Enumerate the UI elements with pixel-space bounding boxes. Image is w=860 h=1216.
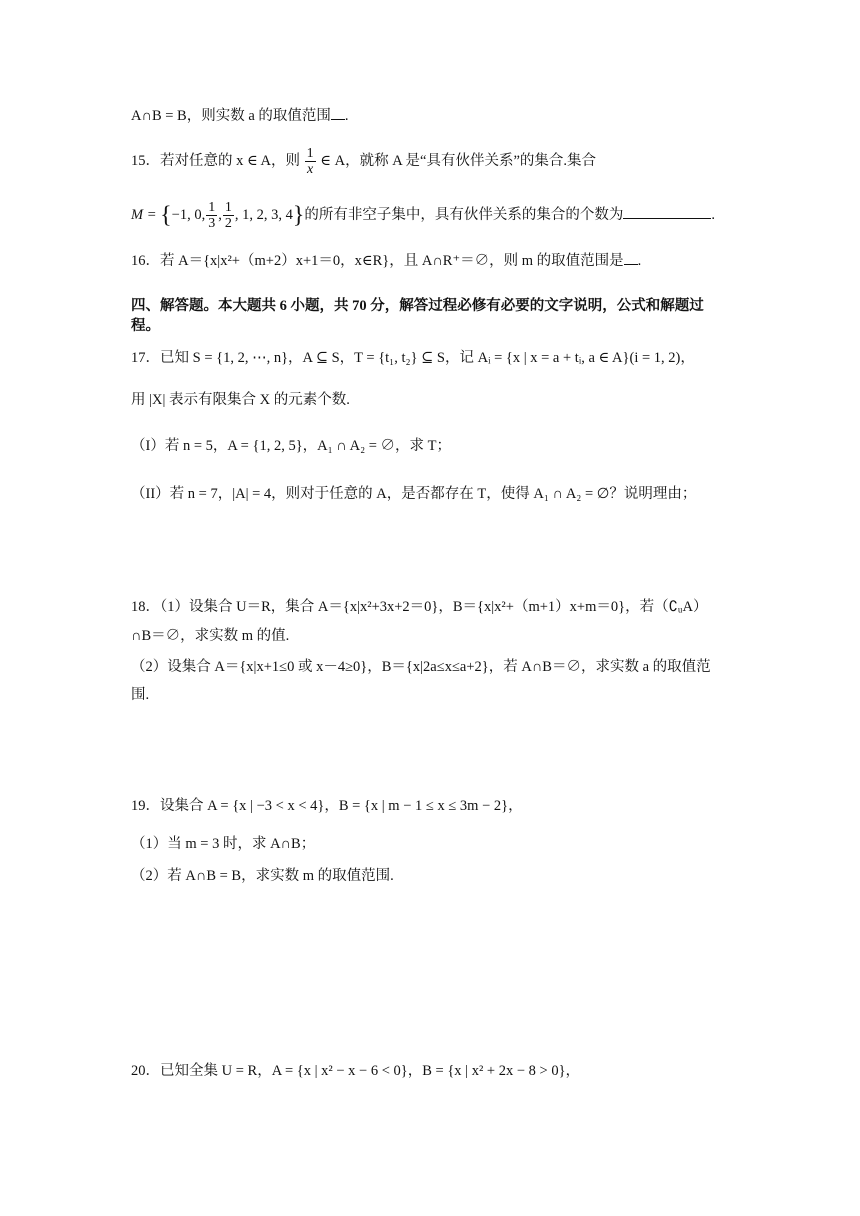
- question-19-part-1: （1）当 m = 3 时，求 A∩B；: [131, 836, 316, 852]
- question-20: 20．已知全集 U = R，A = {x | x² − x − 6 < 0}，B = {x | x² + 2x − 8 > 0}，: [131, 1063, 581, 1079]
- question-17-part-1: （I）若 n = 5，A = {1, 2, 5}，A₁ ∩ A₂ = ∅，求 T；: [131, 438, 452, 454]
- question-15-line-1: 15．若对任意的 x ∈ A，则 $\frac{1}{x}$ ∈ A，就称 A 是“具有伙伴关系”的集合.集合: [131, 146, 597, 177]
- question-17-part-2: （II）若 n = 7，|A| = 4，则对于任意的 A，是否都存在 T，使得 A₁ ∩ A₂ = ∅？说明理由；: [131, 486, 697, 502]
- section-4-heading-line-2: 程。: [131, 318, 160, 334]
- question-17-line-2: 用 |X| 表示有限集合 X 的元素个数.: [131, 392, 350, 408]
- section-4-heading-line-1: 四、解答题。本大题共 6 小题，共 70 分，解答过程必修有必要的文字说明，公式和解题过: [131, 298, 704, 314]
- question-18-line-4: 围.: [131, 687, 150, 703]
- question-17-line-1: 17．已知 S = {1, 2, ⋯, n}，A ⊆ S，T = {t₁, t₂} ⊆ S，记 Aᵢ = {x | x = a + tᵢ, a ∈ A}(i = 1, 2)，: [131, 350, 695, 366]
- question-19-line-1: 19．设集合 A = {x | −3 < x < 4}，B = {x | m − 1 ≤ x ≤ 3m − 2}，: [131, 798, 523, 814]
- q14-tail-text: A∩B = B，则实数 a 的取值范围: [131, 108, 331, 124]
- answer-blank: [623, 204, 711, 219]
- fraction-one-third: $\frac{1}{3}$: [208, 200, 216, 231]
- fraction-one-over-x: $\frac{1}{x}$: [306, 146, 314, 177]
- answer-blank: [624, 250, 638, 265]
- question-18-line-3: （2）设集合 A＝{x|x+1≤0 或 x－4≥0}，B＝{x|2a≤x≤a+2}，若 A∩B＝∅，求实数 a 的取值范: [131, 659, 711, 675]
- fraction-one-half: $\frac{1}{2}$: [224, 200, 232, 231]
- question-15-line-2: M = {−1, 0, $\frac{1}{3}$ , $\frac{1}{2}$ , 1, 2, 3, 4}的所有非空子集中，具有伙伴关系的集合的个数为 .: [131, 200, 715, 231]
- question-16: 16．若 A＝{x|x²+（m+2）x+1＝0，x∈R}，且 A∩R⁺＝∅，则 m 的取值范围是 .: [131, 250, 641, 271]
- question-18-line-1: 18．（1）设集合 U＝R，集合 A＝{x|x²+3x+2＝0}，B＝{x|x²+（m+1）x+m＝0}，若（∁ᵤA）: [131, 599, 708, 615]
- line-q14-tail: A∩B = B，则实数 a 的取值范围 .: [131, 105, 349, 126]
- question-18-line-2: ∩B＝∅，求实数 m 的值.: [131, 628, 290, 644]
- answer-blank: [331, 105, 345, 120]
- question-19-part-2: （2）若 A∩B = B，求实数 m 的取值范围.: [131, 868, 394, 884]
